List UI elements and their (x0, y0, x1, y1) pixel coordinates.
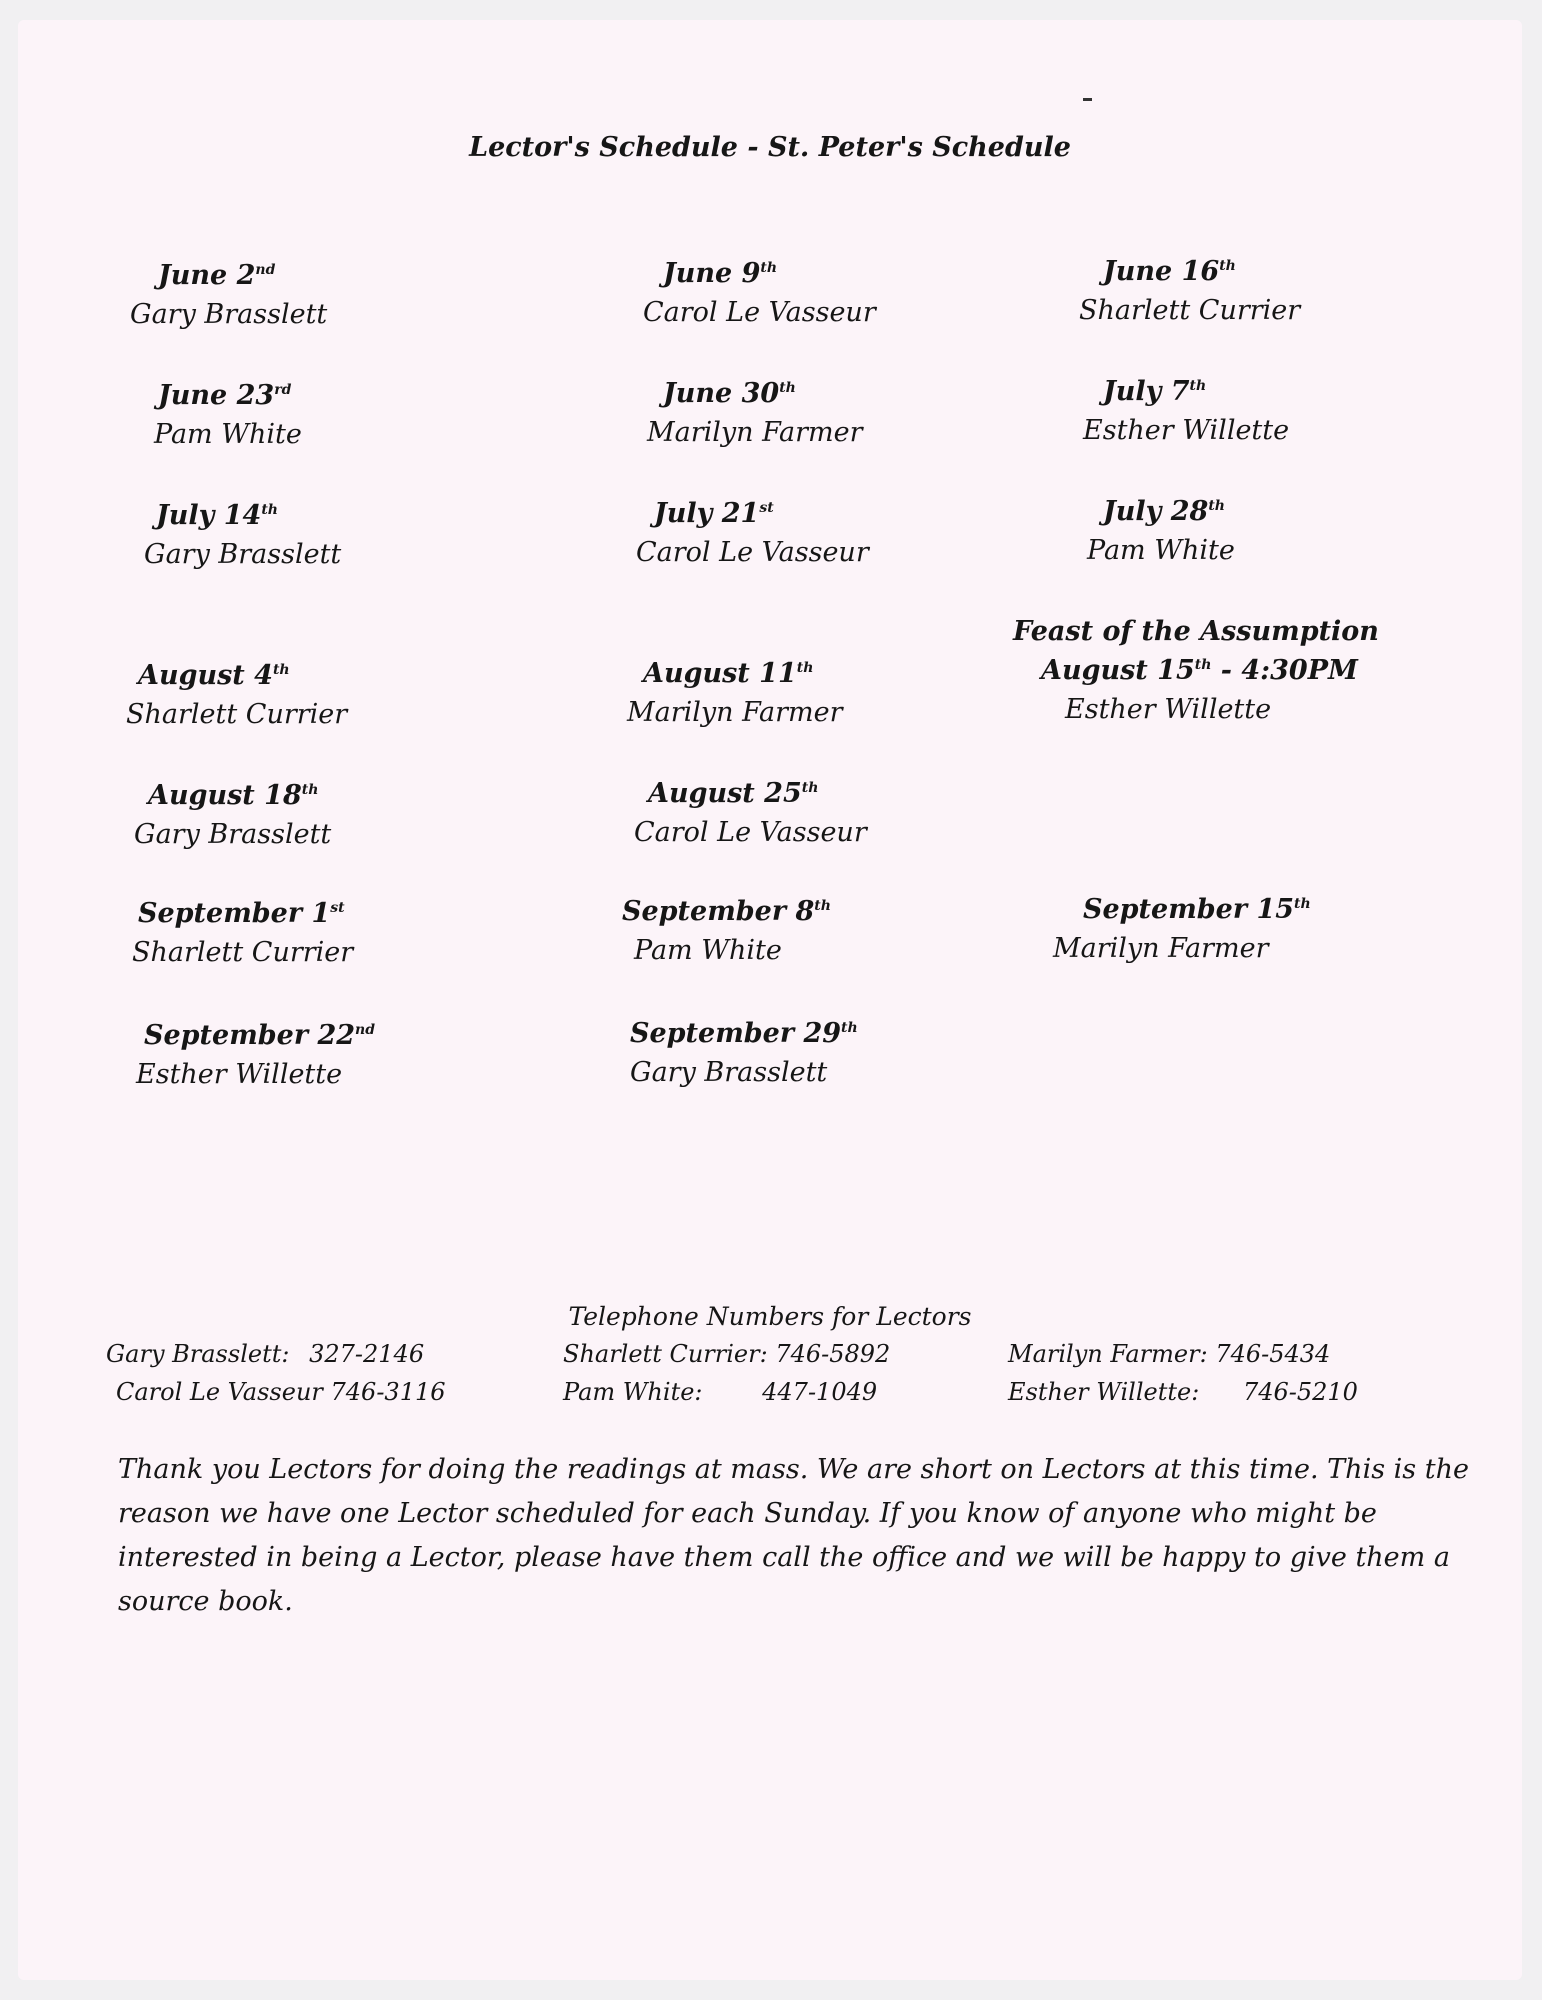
feast-entry (1013, 612, 1379, 729)
phone-number: 746-5210 (1242, 1378, 1358, 1406)
entry-lector: Sharlett Currier (132, 937, 354, 968)
stray-mark (1083, 98, 1092, 101)
entry-lector: Gary Brasslett (630, 1057, 828, 1088)
phone-number: 447-1049 (762, 1378, 878, 1406)
schedule-entry (630, 1014, 858, 1092)
schedule-entry (647, 374, 863, 452)
feast-title: Feast of the Assumption (1013, 616, 1379, 647)
phone-entry (563, 1378, 877, 1406)
entry-date: August 11th (643, 658, 814, 689)
entry-date: June 9th (663, 258, 778, 289)
entry-date: June 16th (1103, 256, 1236, 287)
phone-number: 746-5892 (775, 1340, 891, 1368)
schedule-entry (134, 776, 332, 854)
schedule-entry (1087, 492, 1235, 570)
schedule-entry (154, 376, 302, 454)
schedule-entry (634, 774, 867, 852)
entry-lector: Marilyn Farmer (1053, 933, 1269, 964)
phone-name: Sharlett Currier: (563, 1340, 768, 1368)
entry-lector: Carol Le Vasseur (636, 537, 869, 568)
entry-date: September 15th (1083, 894, 1311, 925)
phone-name: Pam White: (563, 1378, 703, 1406)
entry-lector: Sharlett Currier (126, 699, 348, 730)
schedule-entry (1079, 252, 1301, 330)
entry-lector: Gary Brasslett (134, 819, 332, 850)
entry-date: September 1st (138, 898, 345, 929)
schedule-entry (643, 254, 876, 332)
entry-date: September 29th (630, 1018, 858, 1049)
phone-name: Carol Le Vasseur (116, 1378, 323, 1406)
entry-date: June 30th (663, 378, 796, 409)
entry-lector: Esther Willette (136, 1059, 343, 1090)
schedule-entry (627, 654, 843, 732)
schedule-entry (636, 494, 869, 572)
phone-entry (106, 1340, 424, 1368)
schedule-entry (1083, 372, 1290, 450)
closing-note (118, 1448, 1518, 1624)
schedule-entry (1053, 890, 1311, 968)
phone-number: 327-2146 (309, 1340, 425, 1368)
note-text: Thank you Lectors for doing the readings at mass. We are short on Lectors at this time. This is the reason we have one Lector scheduled for each Sunday. If you know of anyone who might be interested in being a Lector, please have them call the office and we will be happy to give them a source book. (118, 1454, 1469, 1617)
entry-date: July 21st (654, 498, 774, 529)
entry-lector: Pam White (154, 419, 302, 450)
entry-lector: Carol Le Vasseur (634, 817, 867, 848)
schedule-entry (130, 256, 328, 334)
entry-lector: Marilyn Farmer (627, 697, 843, 728)
entry-lector: Esther Willette (1083, 415, 1290, 446)
entry-lector: Sharlett Currier (1079, 295, 1301, 326)
entry-date: July 28th (1103, 496, 1225, 527)
phone-number: 746-3116 (330, 1378, 446, 1406)
entry-lector: Carol Le Vasseur (643, 297, 876, 328)
schedule-entry (622, 892, 831, 970)
entry-lector: Pam White (1087, 535, 1235, 566)
phone-entry (1008, 1340, 1330, 1368)
entry-date: June 2nd (158, 260, 276, 291)
entry-date: August 4th (138, 660, 290, 691)
entry-date: August 25th (648, 778, 819, 809)
entry-date: August 18th (148, 780, 319, 811)
schedule-entry (132, 894, 354, 972)
phone-number: 746-5434 (1215, 1340, 1331, 1368)
document-title: Lector's Schedule - St. Peter's Schedule (469, 132, 1071, 163)
schedule-entry (144, 496, 342, 574)
entry-date: August 15th - 4:30PM (1041, 655, 1358, 686)
phone-entry (116, 1378, 446, 1406)
phone-entry (1008, 1378, 1358, 1406)
entry-lector: Pam White (634, 935, 782, 966)
schedule-entry (136, 1016, 375, 1094)
entry-lector: Gary Brasslett (144, 539, 342, 570)
entry-date: June 23rd (158, 380, 292, 411)
entry-date: September 8th (622, 896, 831, 927)
entry-date: September 22nd (144, 1020, 375, 1051)
phone-entry (563, 1340, 890, 1368)
entry-date: July 7th (1103, 376, 1207, 407)
phone-name: Esther Willette: (1008, 1378, 1200, 1406)
entry-date: July 14th (156, 500, 278, 531)
phone-name: Gary Brasslett: (106, 1340, 290, 1368)
entry-lector: Gary Brasslett (130, 299, 328, 330)
phone-name: Marilyn Farmer: (1008, 1340, 1208, 1368)
entry-lector: Esther Willette (1065, 694, 1272, 725)
schedule-entry (126, 656, 348, 734)
document-page (18, 20, 1522, 1980)
phones-heading: Telephone Numbers for Lectors (568, 1302, 972, 1331)
entry-lector: Marilyn Farmer (647, 417, 863, 448)
